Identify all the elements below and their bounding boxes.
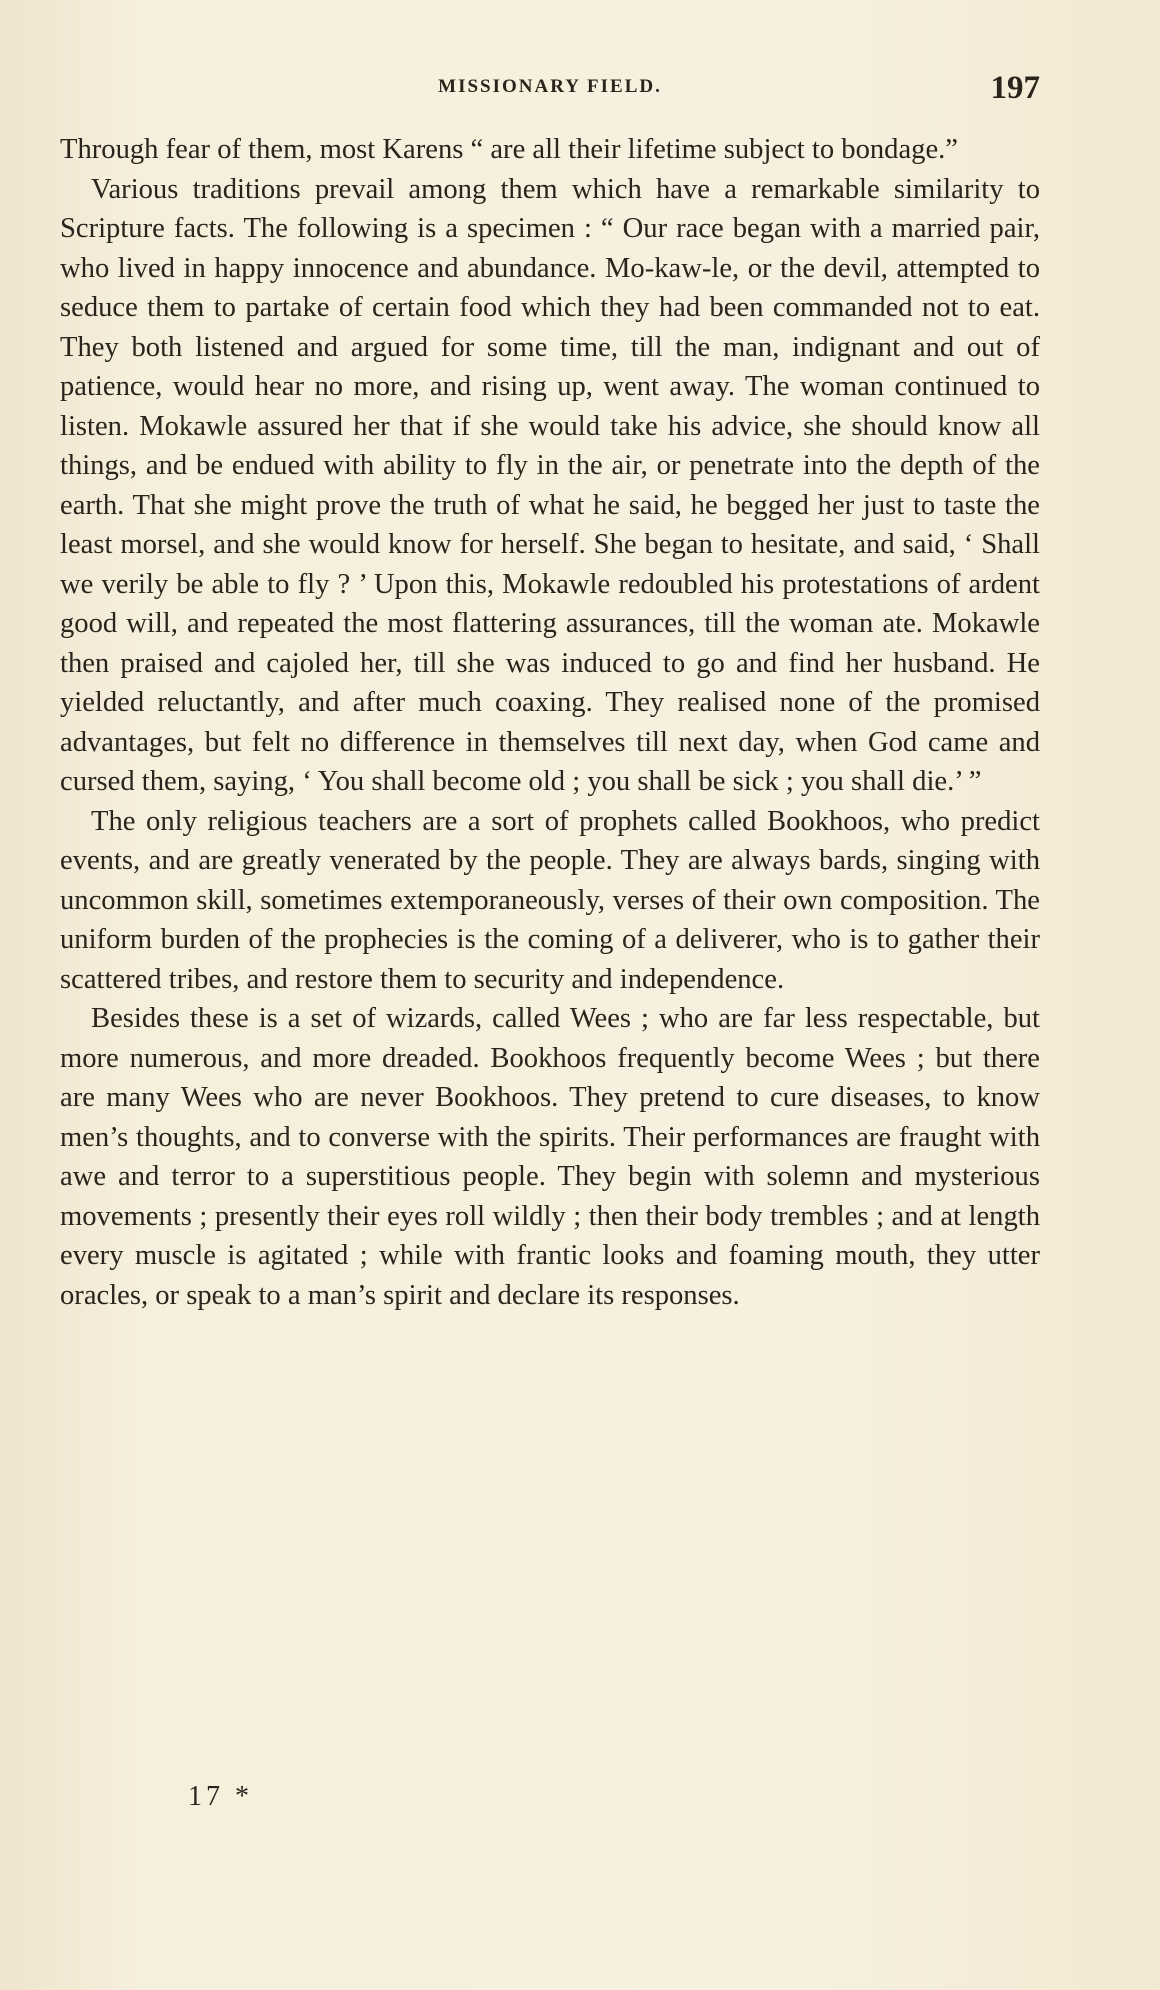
running-title: MISSIONARY FIELD. [438, 76, 662, 97]
paragraph-wees: Besides these is a set of wizards, called Wees ; who are far less respectable, but more numerous, and more dreaded. Bookhoos frequently become Wees ; but there are many Wees who are never Bookhoos. They pretend to cure diseases, to know men’s thoughts, and to converse with the spirits. Their performances are fraught with awe and terror to a superstitious people. They begin with solemn and mysterious movements ; presently their eyes roll wildly ; then their body trembles ; and at length every muscle is agitated ; while with frantic looks and foaming mouth, they utter oracles, or speak to a man’s spirit and declare its responses. [60, 1003, 1040, 1311]
page-number: 197 [990, 70, 1040, 106]
running-head [60, 70, 1040, 110]
paragraph-bondage: Through fear of them, most Karens “ are all their lifetime subject to bondage.” [60, 134, 958, 165]
paragraph-traditions: Various traditions prevail among them which have a remarkable similarity to Scripture facts. The following is a specimen : “ Our race began with a married pair, who lived in happy innocence and abundance. Mo-kaw-le, or the devil, attempted to seduce them to partake of certain food which they had been commanded not to eat. They both listened and argued for some time, till the man, indignant and out of patience, would hear no more, and rising up, went away. The woman continued to listen. Mokawle assured her that if she would take his advice, she should know all things, and be endued with ability to fly in the air, or penetrate into the depth of the earth. That she might prove the truth of what he said, he begged her just to taste the least morsel, and she would know for herself. She began to hesitate, and said, ‘ Shall we verily be able to fly ? ’ Upon this, Mokawle redoubled his protestations of ardent good will, and repeated the most flattering assurances, till the woman ate. Mokawle then praised and cajoled her, till she was induced to go and find her husband. He yielded reluctantly, and after much coaxing. They realised none of the promised advantages, but felt no difference in themselves till next day, when God came and cursed them, saying, ‘ You shall become old ; you shall be sick ; you shall die.’ ” [60, 173, 1040, 797]
paragraph-bookhoos: The only religious teachers are a sort of prophets called Bookhoos, who predict events, and are greatly venerated by the people. They are always bards, singing with uncommon skill, sometimes extemporaneously, verses of their own composition. The uniform burden of the prophecies is the coming of a deliverer, who is to gather their scattered tribes, and restore them to security and independence. [60, 805, 1040, 995]
body-text [60, 130, 1040, 1315]
signature-mark: 17 * [188, 1781, 253, 1812]
